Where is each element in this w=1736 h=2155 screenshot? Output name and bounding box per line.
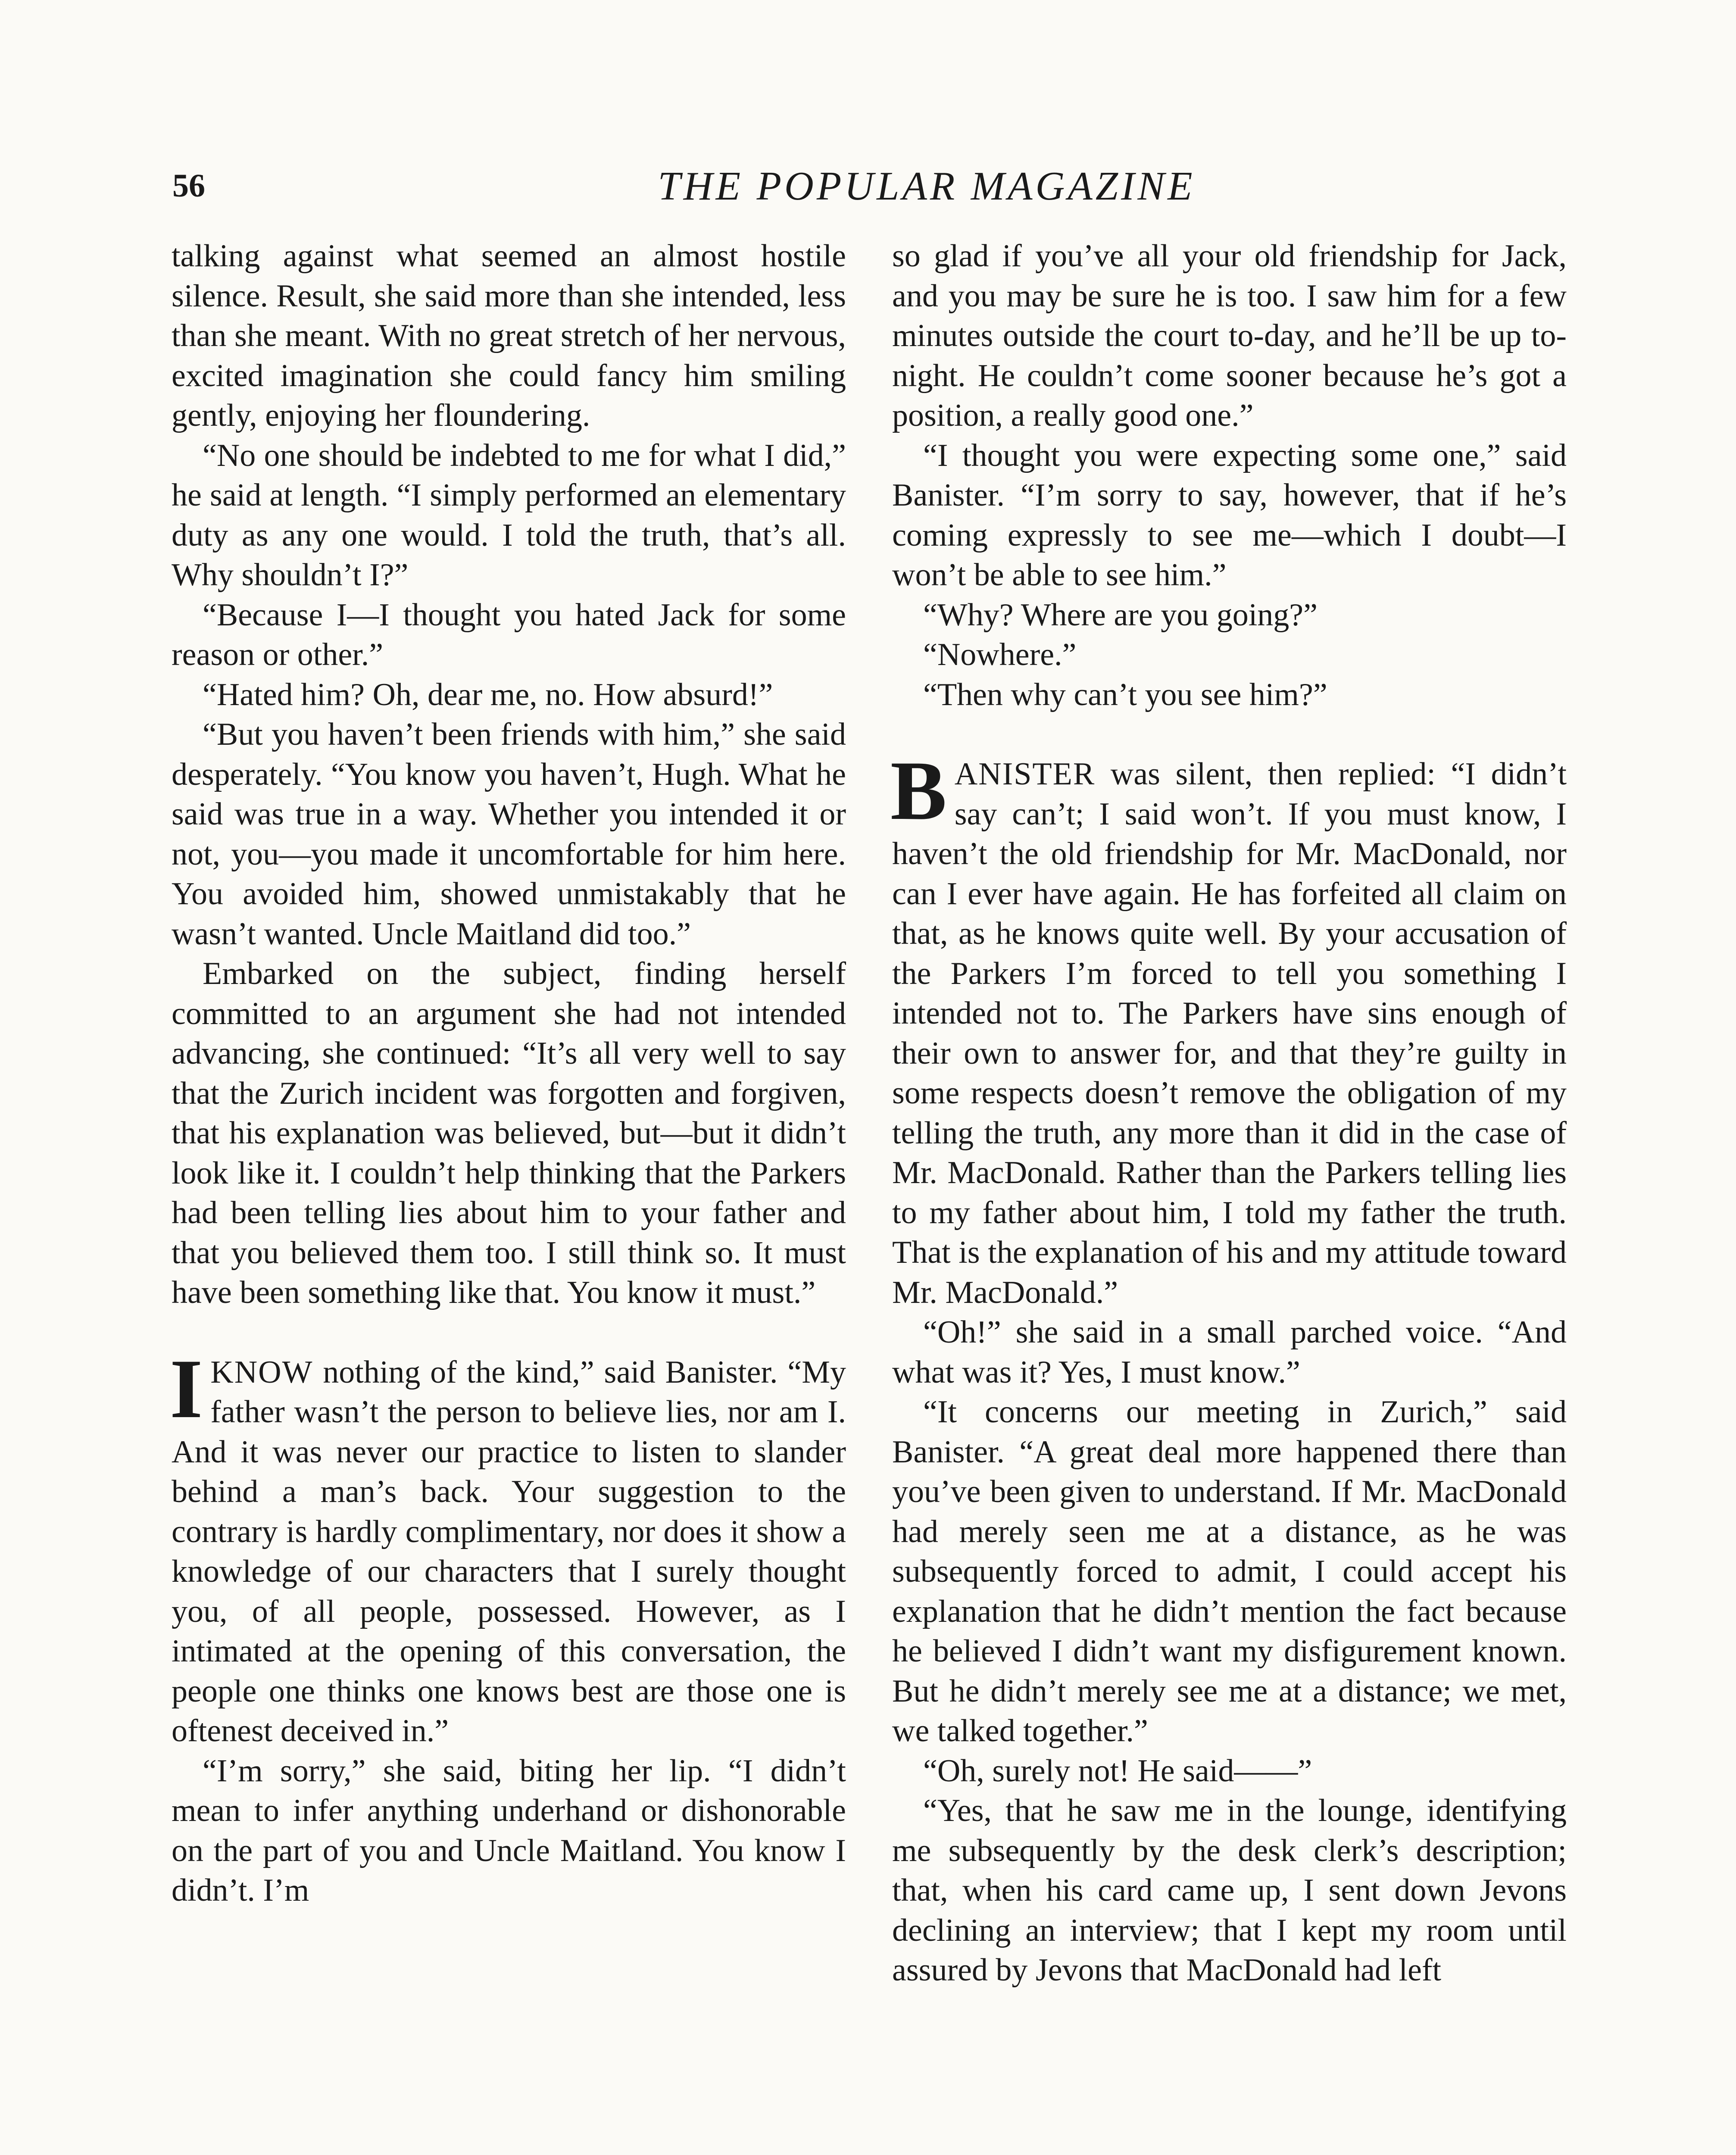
paragraph-text: was silent, then replied: “I didn’t say can’t; I said won’t. If you must know, I haven’t the old friendship for Mr. MacDonald, nor can I ever have again. He has forfeited all claim on that, as he knows quite well. By your accusation of the Parkers I’m forced to tell you something I intended not to. The Parkers have sins enough of their own to answer for, and that they’re guilty in some respects doesn’t remove the obligation of my telling the truth, any more than it did in the case of Mr. MacDonald. Rather than the Parkers telling lies to my father about him, I told my father the truth. That is the explanation of his and my attitude toward Mr. MacDonald.” (892, 756, 1567, 1310)
right-column (892, 236, 1567, 1990)
page-number: 56 (172, 168, 205, 204)
paragraph: “Why? Where are you going?” (923, 597, 1318, 633)
drop-cap: I (170, 1342, 203, 1436)
paragraph: Embarked on the subject, finding herself committed to an argument she had not intended advancing, she continued: “It’s all very well to say that the Zurich incident was forgotten and forgiven, that his explanation was believed, but—but it didn’t look like it. I couldn’t help thinking that the Parkers had been telling lies about him to your father and that you believed them too. I still think so. It must have been something like that. You know it must.” (172, 956, 846, 1310)
paragraph: so glad if you’ve all your old friendship for Jack, and you may be sure he is too. I saw him for a few minutes outside the court to-day, and he’ll be up to-night. He couldn’t come sooner because he’s got a position, a really good one.” (892, 238, 1567, 433)
paragraph: “Hated him? Oh, dear me, no. How absurd!” (203, 677, 773, 712)
drop-cap-word: ANISTER (954, 756, 1096, 792)
paragraph: “Yes, that he saw me in the lounge, identifying me subsequently by the desk clerk’s description; that, when his card came up, I sent down Jevons declining an interview; that I kept my room until assured by Jevons that MacDonald had left (892, 1793, 1567, 1988)
paragraph: “Oh!” she said in a small parched voice. “And what was it? Yes, I must know.” (892, 1315, 1567, 1390)
section-paragraph (170, 1342, 846, 1751)
paragraph: “It concerns our meeting in Zurich,” said Banister. “A great deal more happened there than you’ve been given to understand. If Mr. MacDonald had merely seen me at a distance, as he was subsequently forced to admit, I could accept his explanation that he didn’t mention the fact because he believed I didn’t want my disfigurement known. But he didn’t merely see me at a distance; we met, we talked together.” (892, 1394, 1567, 1749)
drop-cap: B (890, 744, 947, 837)
section-paragraph (890, 744, 1567, 1312)
paragraph: “No one should be indebted to me for what I did,” he said at length. “I simply performed an elementary duty as any one would. I told the truth, that’s all. Why shouldn’t I?” (172, 437, 846, 593)
drop-cap-word: KNOW (210, 1354, 313, 1390)
paragraph: “Oh, surely not! He said——” (923, 1753, 1312, 1789)
paragraph: “I thought you were expecting some one,” said Banister. “I’m sorry to say, however, that if he’s coming expressly to see me—which I doubt—I won’t be able to see him.” (892, 437, 1567, 593)
paragraph-text: nothing of the kind,” said Banister. “My father wasn’t the person to believe lies, nor am I. And it was never our practice to listen to slander behind a man’s back. Your suggestion to the contrary is hardly complimentary, nor does it show a knowledge of our characters that I surely thought you, of all people, possessed. However, as I intimated at the opening of this conversation, the people one thinks one knows best are those one is oftenest deceived in.” (172, 1354, 846, 1749)
paragraph: “I’m sorry,” she said, biting her lip. “I didn’t mean to infer anything underhand or dishonorable on the part of you and Uncle Maitland. You know I didn’t. I’m (172, 1753, 846, 1908)
running-head: THE POPULAR MAGAZINE (658, 164, 1196, 209)
paragraph: “Nowhere.” (923, 637, 1077, 672)
left-column (172, 236, 846, 1911)
paragraph: “Because I—I thought you hated Jack for some reason or other.” (172, 597, 846, 672)
paragraph: “But you haven’t been friends with him,” she said desperately. “You know you haven’t, Hugh. What he said was true in a way. Whether you intended it or not, you—you made it uncomfortable for him here. You avoided him, showed unmistakably that he wasn’t wanted. Uncle Maitland did too.” (172, 717, 846, 952)
paragraph: “Then why can’t you see him?” (923, 677, 1327, 712)
paragraph: talking against what seemed an almost hostile silence. Result, she said more than she intended, less than she meant. With no great stretch of her nervous, excited imagination she could fancy him smiling gently, enjoying her floundering. (172, 238, 846, 433)
